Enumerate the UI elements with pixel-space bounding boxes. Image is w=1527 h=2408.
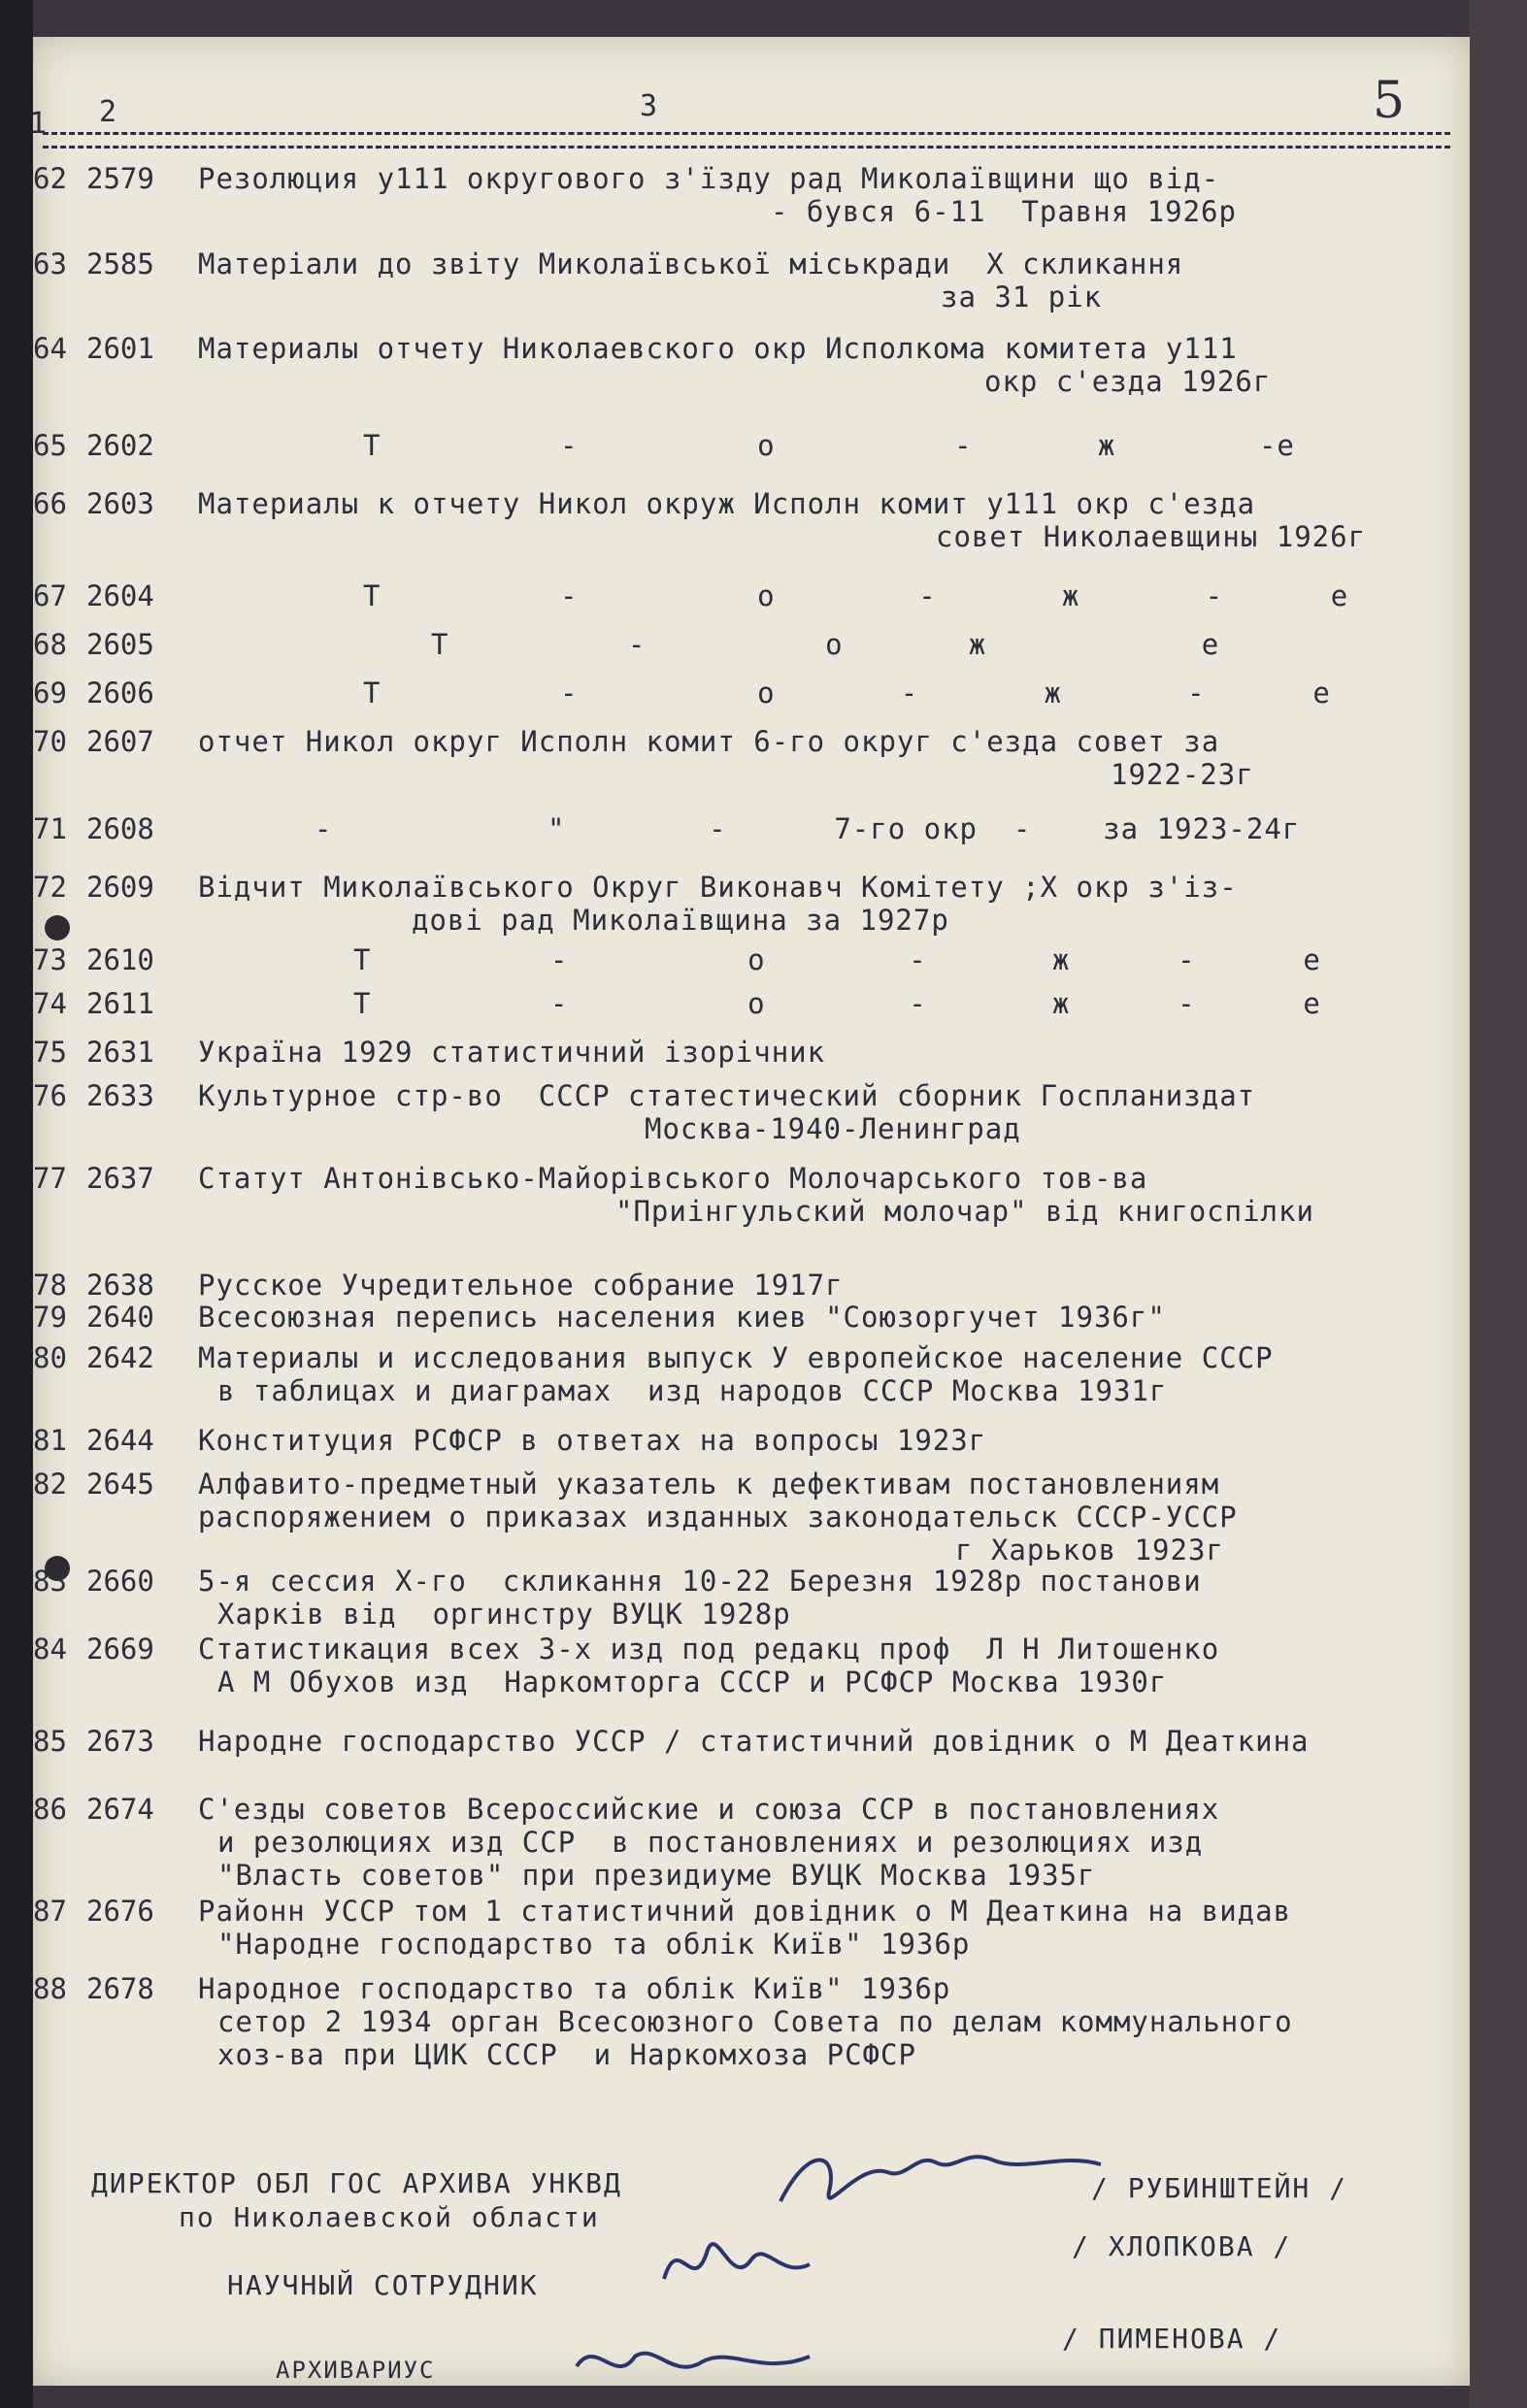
row-number: 88 (33, 1972, 67, 2005)
row-number: 73 (33, 943, 67, 976)
entry-title-line: хоз-ва при ЦИК СССР и Наркомхоза РСФСР (217, 2038, 916, 2071)
entry-title-line: Т - о - ж - е (353, 943, 1321, 976)
file-code: 2644 (86, 1424, 154, 1457)
entry-title-line: за 31 рік (941, 280, 1103, 313)
entry-title-line: "Народне господарство та облік Київ" 1936р (217, 1928, 971, 1961)
page-number: 5 (1373, 72, 1406, 130)
entry-title-line: Материалы и исследования выпуск У европейское население СССР (198, 1341, 1274, 1374)
director-region: по Николаевской области (179, 2201, 600, 2233)
row-number: 82 (33, 1468, 67, 1501)
row-number: 75 (33, 1036, 67, 1069)
row-number: 84 (33, 1633, 67, 1666)
entry-title-line: Всесоюзная перепись населения киев "Союзоргучет 1936г" (198, 1301, 1166, 1334)
archivist-name: / ПИМЕНОВА / (1062, 2323, 1282, 2355)
file-code: 2638 (86, 1269, 154, 1302)
entry-title-line: Т - о - ж - е (363, 676, 1331, 709)
entry-title-line: Районн УССР том 1 статистичний довідник о М Деаткина на видав (198, 1895, 1292, 1928)
director-title: ДИРЕКТОР ОБЛ ГОС АРХИВА УНКВД (91, 2167, 622, 2199)
entry-title-line: совет Николаевщины 1926г (936, 520, 1367, 553)
column-header-1: 1 (29, 107, 48, 141)
entry-title-line: окр с'езда 1926г (984, 365, 1272, 398)
entry-title-line: Конституция РСФСР в ответах на вопросы 1923г (198, 1424, 987, 1457)
row-number: 62 (33, 162, 67, 195)
file-code: 2642 (86, 1341, 154, 1374)
entry-title-line: Статут Антонівсько-Майорівського Молочарського тов-ва (198, 1162, 1148, 1195)
entry-title-line: распоряжением о приказах изданных законодательск СССР-УССР (198, 1501, 1238, 1534)
archivist-signature (567, 2327, 819, 2395)
row-number: 65 (33, 429, 67, 462)
entry-title-line: Москва-1940-Ленинград (645, 1112, 1021, 1145)
entry-title-line: Т - о - ж -е (363, 429, 1295, 462)
background-edge (1470, 0, 1527, 2408)
document-page (29, 37, 1470, 2386)
entry-title-line: Статистикация всех 3-х изд под редакц проф Л Н Литошенко (198, 1633, 1220, 1666)
file-code: 2602 (86, 429, 154, 462)
entry-title-line: "Власть советов" при президиуме ВУЦК Москва 1935г (217, 1859, 1096, 1892)
file-code: 2676 (86, 1895, 154, 1928)
column-header-3: 3 (640, 89, 658, 123)
entry-title-line: Відчит Миколаївського Округ Виконавч Комітету ;X окр з'із- (198, 871, 1238, 904)
entry-title-line: - " - 7-го окр - за 1923-24г (315, 812, 1301, 845)
entry-title-line: С'езды советов Всероссийские и союза ССР в постановлениях (198, 1793, 1220, 1826)
file-code: 2585 (86, 247, 154, 280)
header-divider-top (43, 132, 1450, 135)
row-number: 87 (33, 1895, 67, 1928)
file-code: 2637 (86, 1162, 154, 1195)
file-code: 2606 (86, 676, 154, 709)
file-code: 2669 (86, 1633, 154, 1666)
entry-title-line: Харків від оргинстру ВУЦК 1928р (217, 1598, 791, 1631)
entry-title-line: А М Обухов изд Наркомторга СССР и РСФСР Москва 1930г (217, 1666, 1168, 1699)
entry-title-line: Т - о ж е (431, 628, 1220, 661)
entry-title-line: дові рад Миколаївщина за 1927р (412, 904, 949, 937)
entry-title-line: Народне господарство УССР / статистичний довідник о М Деаткина (198, 1725, 1310, 1758)
header-divider-bottom (43, 146, 1450, 148)
entry-title-line: Т - о - ж - е (363, 579, 1349, 612)
entry-title-line: Материалы отчету Николаевского окр Исполкома комитета у111 (198, 332, 1238, 365)
row-number: 69 (33, 676, 67, 709)
row-number: 64 (33, 332, 67, 365)
file-code: 2674 (86, 1793, 154, 1826)
file-code: 2673 (86, 1725, 154, 1758)
row-number: 70 (33, 725, 67, 758)
entry-title-line: Алфавито-предметный указатель к дефективам постановлениям (198, 1468, 1220, 1501)
entry-title-line: г Харьков 1923г (955, 1534, 1224, 1567)
punch-hole (45, 915, 70, 940)
researcher-name: / ХЛОПКОВА / (1072, 2230, 1292, 2262)
file-code: 2631 (86, 1036, 154, 1069)
entry-title-line: Народное господарство та облік Київ" 1936р (198, 1972, 951, 2005)
row-number: 74 (33, 987, 67, 1020)
row-number: 81 (33, 1424, 67, 1457)
row-number: 68 (33, 628, 67, 661)
entry-title-line: и резолюциях изд ССР в постановлениях и резолюциях изд (217, 1826, 1204, 1859)
entry-title-line: 1922-23г (1111, 758, 1254, 791)
row-number: 76 (33, 1079, 67, 1112)
file-code: 2645 (86, 1468, 154, 1501)
entry-title-line: Україна 1929 статистичний ізорічник (198, 1036, 826, 1069)
file-code: 2678 (86, 1972, 154, 2005)
row-number: 66 (33, 487, 67, 520)
row-number: 78 (33, 1269, 67, 1302)
row-number: 85 (33, 1725, 67, 1758)
entry-title-line: Культурное стр-во СССР статестический сборник Госпланиздат (198, 1079, 1256, 1112)
entry-title-line: Материалы к отчету Никол окруж Исполн комит у111 окр с'езда (198, 487, 1256, 520)
file-code: 2610 (86, 943, 154, 976)
file-code: 2603 (86, 487, 154, 520)
entry-title-line: Русское Учредительное собрание 1917г (198, 1269, 844, 1302)
row-number: 72 (33, 871, 67, 904)
director-name: / РУБИНШТЕЙН / (1091, 2172, 1348, 2204)
binder-edge (0, 0, 33, 2408)
row-number: 83 (33, 1565, 67, 1598)
file-code: 2608 (86, 812, 154, 845)
file-code: 2604 (86, 579, 154, 612)
row-number: 86 (33, 1793, 67, 1826)
row-number: 71 (33, 812, 67, 845)
director-signature (771, 2124, 1120, 2230)
entry-title-line: 5-я сессия X-го скликання 10-22 Березня 1928р постанови (198, 1565, 1202, 1598)
file-code: 2611 (86, 987, 154, 1020)
row-number: 79 (33, 1301, 67, 1334)
entry-title-line: Матеріали до звіту Миколаївської міськради X скликання (198, 247, 1184, 280)
entry-title-line: "Приінгульский молочар" від книгоспілки (615, 1195, 1314, 1228)
file-code: 2609 (86, 871, 154, 904)
row-number: 67 (33, 579, 67, 612)
file-code: 2601 (86, 332, 154, 365)
entry-title-line: сетор 2 1934 орган Всесоюзного Совета по делам коммунального (217, 2005, 1293, 2038)
file-code: 2607 (86, 725, 154, 758)
row-number: 63 (33, 247, 67, 280)
entry-title-line: Резолюция у111 округового з'їзду рад Миколаївщини що від- (198, 162, 1220, 195)
entry-title-line: в таблицах и диаграмах изд народов СССР Москва 1931г (217, 1374, 1168, 1407)
row-number: 77 (33, 1162, 67, 1195)
column-header-2: 2 (99, 95, 117, 129)
archivist-title: АРХИВАРИУС (276, 2357, 436, 2384)
file-code: 2633 (86, 1079, 154, 1112)
entry-title-line: отчет Никол округ Исполн комит 6-го округ с'езда совет за (198, 725, 1220, 758)
entry-title-line: Т - о - ж - е (353, 987, 1321, 1020)
researcher-signature (654, 2221, 819, 2308)
file-code: 2579 (86, 162, 154, 195)
researcher-title: НАУЧНЫЙ СОТРУДНИК (227, 2269, 539, 2301)
entry-title-line: - бувся 6-11 Травня 1926р (771, 195, 1237, 228)
file-code: 2640 (86, 1301, 154, 1334)
file-code: 2660 (86, 1565, 154, 1598)
file-code: 2605 (86, 628, 154, 661)
row-number: 80 (33, 1341, 67, 1374)
